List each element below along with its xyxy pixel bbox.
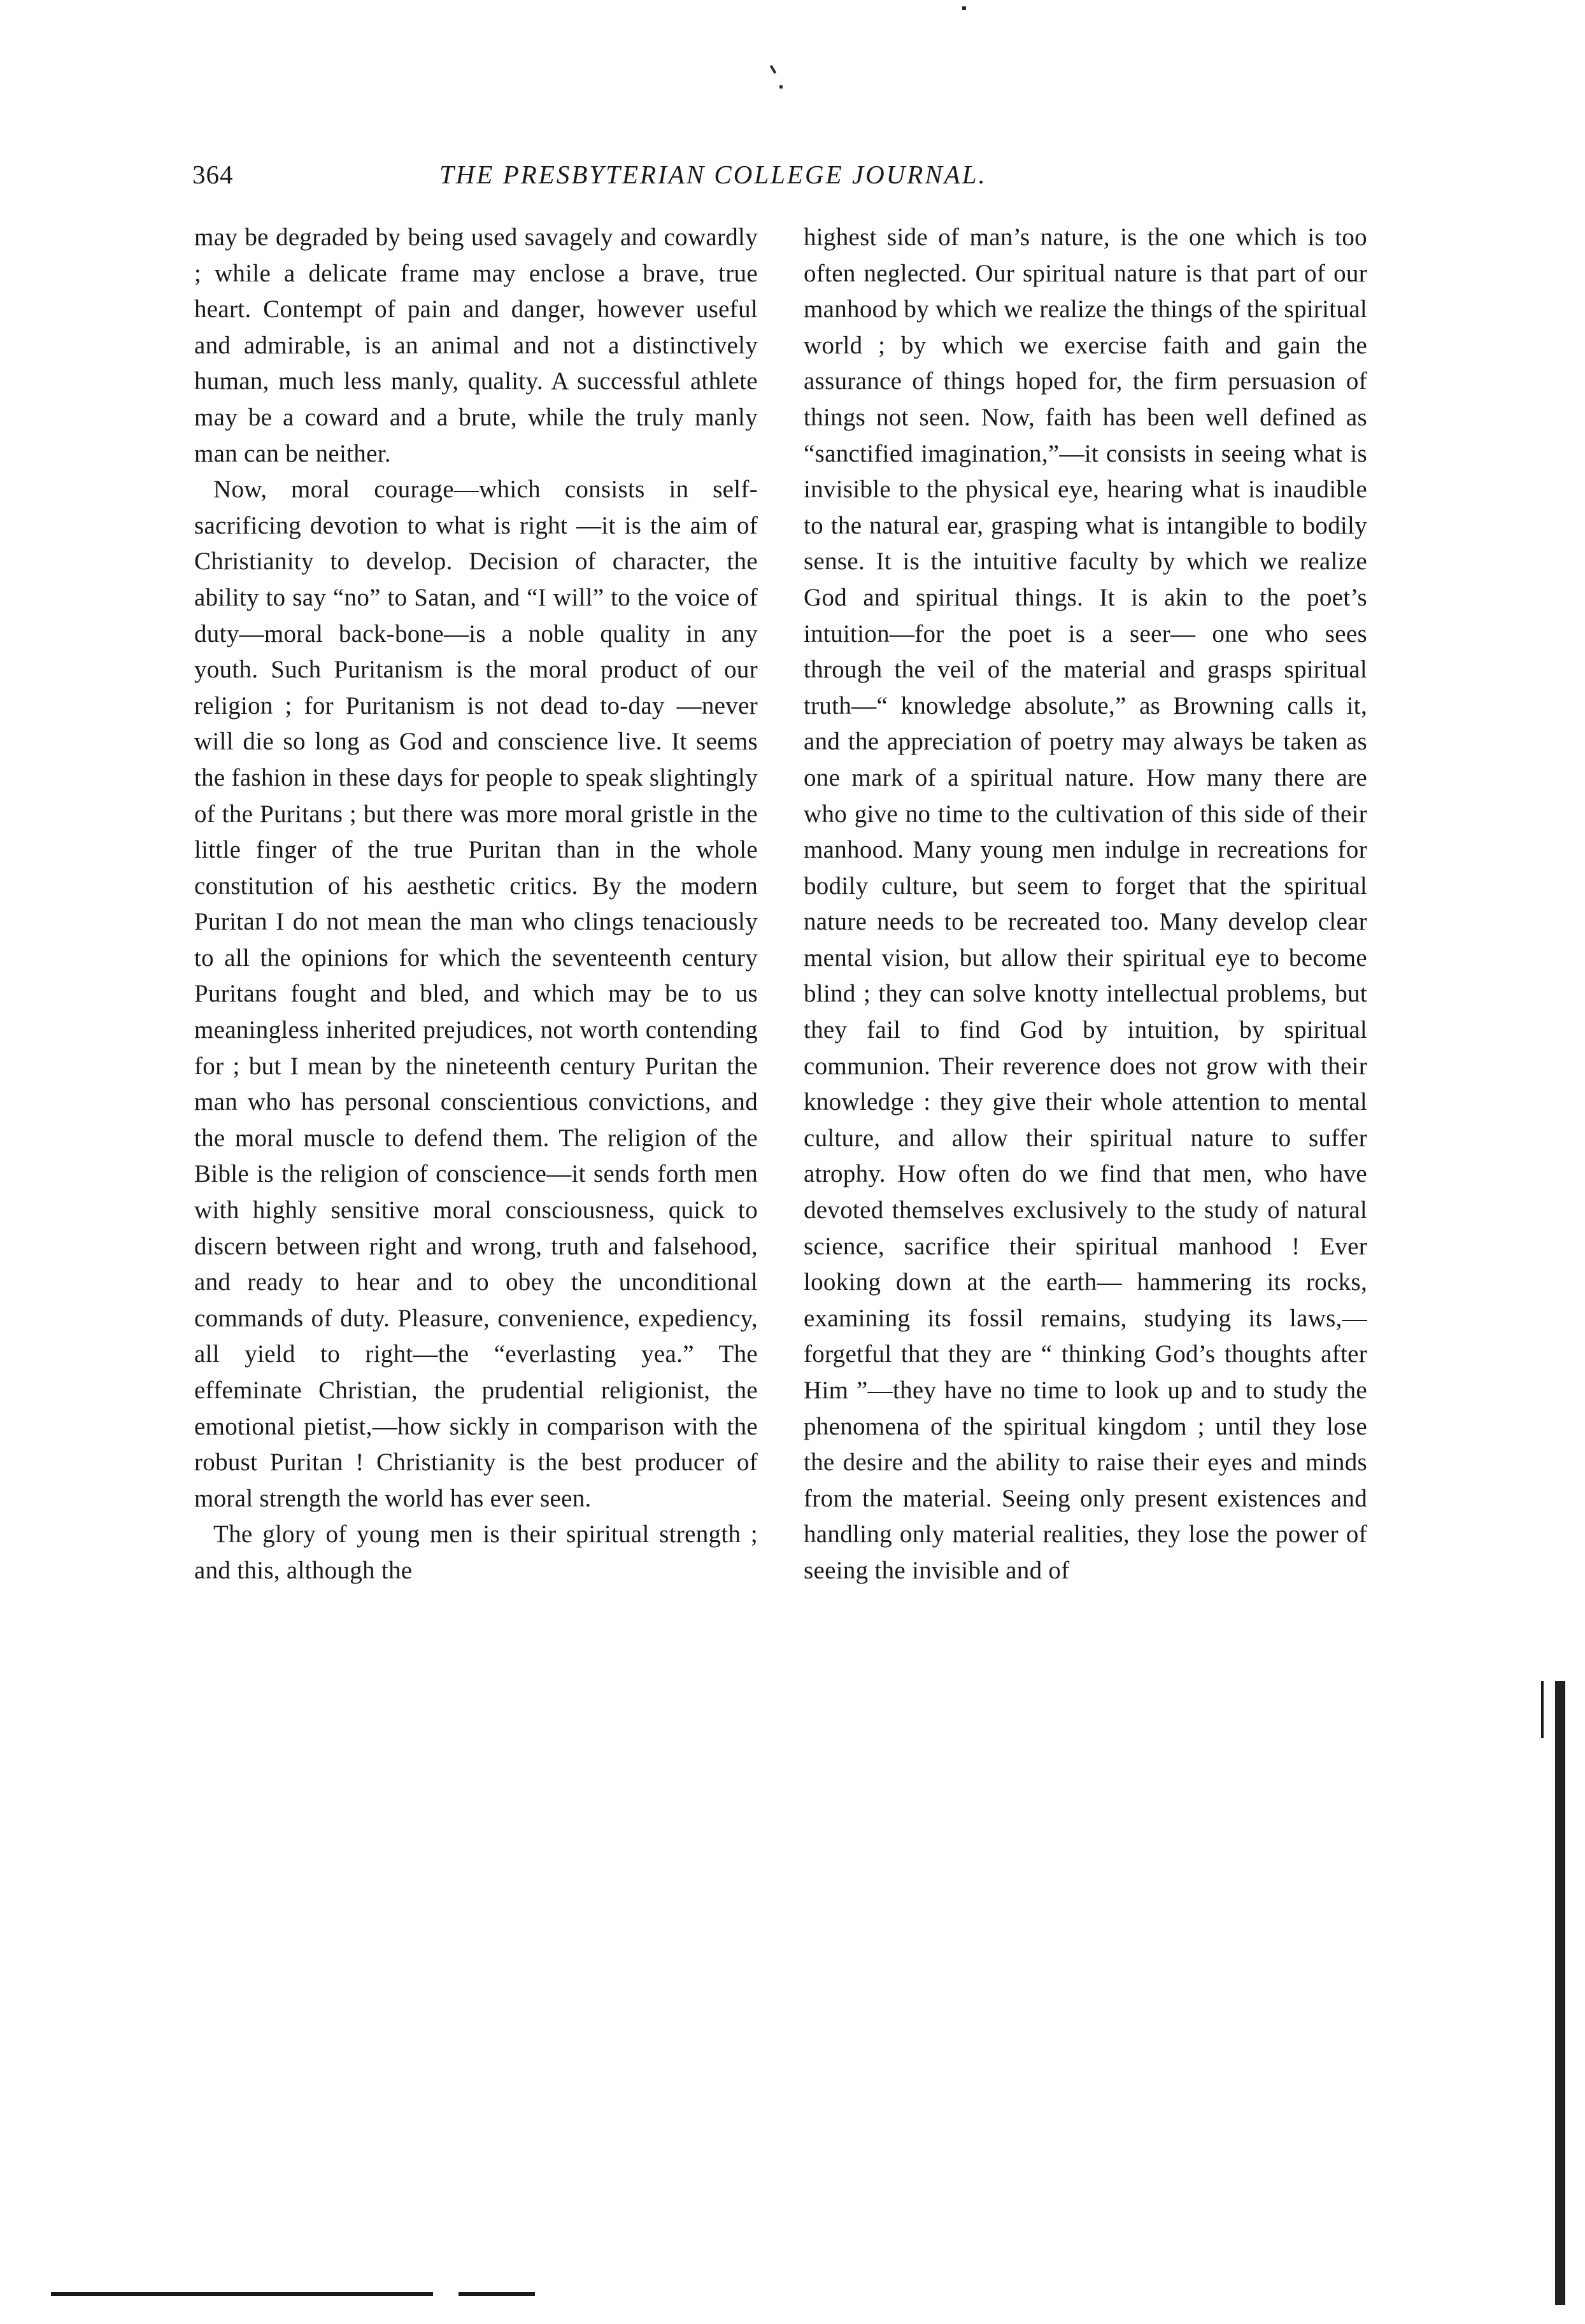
scan-bottom-rule	[51, 2292, 433, 2296]
left-column	[194, 220, 758, 1589]
scan-speck	[962, 6, 966, 10]
paragraph: may be degraded by being used savagely and cowardly ; while a delicate frame may enclose a brave, true heart. Contempt of pain and danger, however useful and admirable, is an animal and not a distinctively human, much less manly, quality. A successful athlete may be a coward and a brute, while the truly manly man can be neither.	[194, 223, 758, 467]
page-number: 364	[192, 160, 234, 189]
scan-speck	[770, 65, 776, 74]
scan-edge-mark	[1541, 1681, 1544, 1738]
scan-bottom-rule	[458, 2292, 535, 2296]
paragraph: highest side of man’s nature, is the one which is too often neglected. Our spiritual nature is that part of our manhood by which we realize the things of the spiritual world ; by which we exercise faith and gain the assurance of things hoped for, the firm persuasion of things not seen. Now, faith has been well defined as “sanctified imagination,”—it consists in seeing what is invisible to the physical eye, hearing what is inaudible to the natural ear, grasping what is intangible to bodily sense. It is the intuitive faculty by which we realize God and spiritual things. It is akin to the poet’s intuition—for the poet is a seer— one who sees through the veil of the material and grasps spiritual truth—“ knowledge absolute,” as Browning calls it, and the appreciation of poetry may always be taken as one mark of a spiritual nature. How many there are who give no time to the cultivation of this side of their manhood. Many young men indulge in recreations for bodily culture, but seem to forget that the spiritual nature needs to be recreated too. Many develop clear mental vision, but allow their spiritual eye to become blind ; they can solve knotty intellectual problems, but they fail to find God by intuition, by spiritual communion. Their reverence does not grow with their knowledge : they give their whole attention to mental culture, and allow their spiritual nature to suffer atrophy. How often do we find that men, who have devoted themselves exclusively to the study of natural science, sacrifice their spiritual manhood ! Ever looking down at the earth— hammering its rocks, examining its fossil remains, studying its laws,—forgetful that they are “ thinking God’s thoughts after Him ”—they have no time to look up and to study the phenomena of the spiritual kingdom ; until they lose the desire and the ability to raise their eyes and minds from the material. Seeing only present existences and handling only material realities, they lose the power of seeing the invisible and of	[804, 223, 1367, 1584]
running-title: THE PRESBYTERIAN COLLEGE JOURNAL.	[439, 160, 987, 189]
scan-speck	[779, 85, 783, 89]
right-column	[804, 220, 1367, 1589]
scan-edge-mark	[1555, 1681, 1565, 2305]
paragraph: Now, moral courage—which consists in self-sacrificing devotion to what is right —it is the aim of Christianity to develop. Decision of character, the ability to say “no” to Satan, and “I will” to the voice of duty—moral back-bone—is a noble quality in any youth. Such Puritanism is the moral product of our religion ; for Puritanism is not dead to-day —never will die so long as God and conscience live. It seems the fashion in these days for people to speak slightingly of the Puritans ; but there was more moral gristle in the little finger of the true Puritan than in the whole constitution of his aesthetic critics. By the modern Puritan I do not mean the man who clings tenaciously to all the opinions for which the seventeenth century Puritans fought and bled, and which may be to us meaningless inherited prejudices, not worth contending for ; but I mean by the nineteenth century Puritan the man who has personal conscientious convictions, and the moral muscle to defend them. The religion of the Bible is the religion of conscience—it sends forth men with highly sensitive moral consciousness, quick to discern between right and wrong, truth and falsehood, and ready to hear and to obey the unconditional commands of duty. Pleasure, convenience, expediency, all yield to right—the “everlasting yea.” The effeminate Christian, the prudential religionist, the emotional pietist,—how sickly in comparison with the robust Puritan ! Christianity is the best producer of moral strength the world has ever seen.	[194, 476, 758, 1512]
paragraph: The glory of young men is their spiritual strength ; and this, although the	[194, 1520, 758, 1584]
